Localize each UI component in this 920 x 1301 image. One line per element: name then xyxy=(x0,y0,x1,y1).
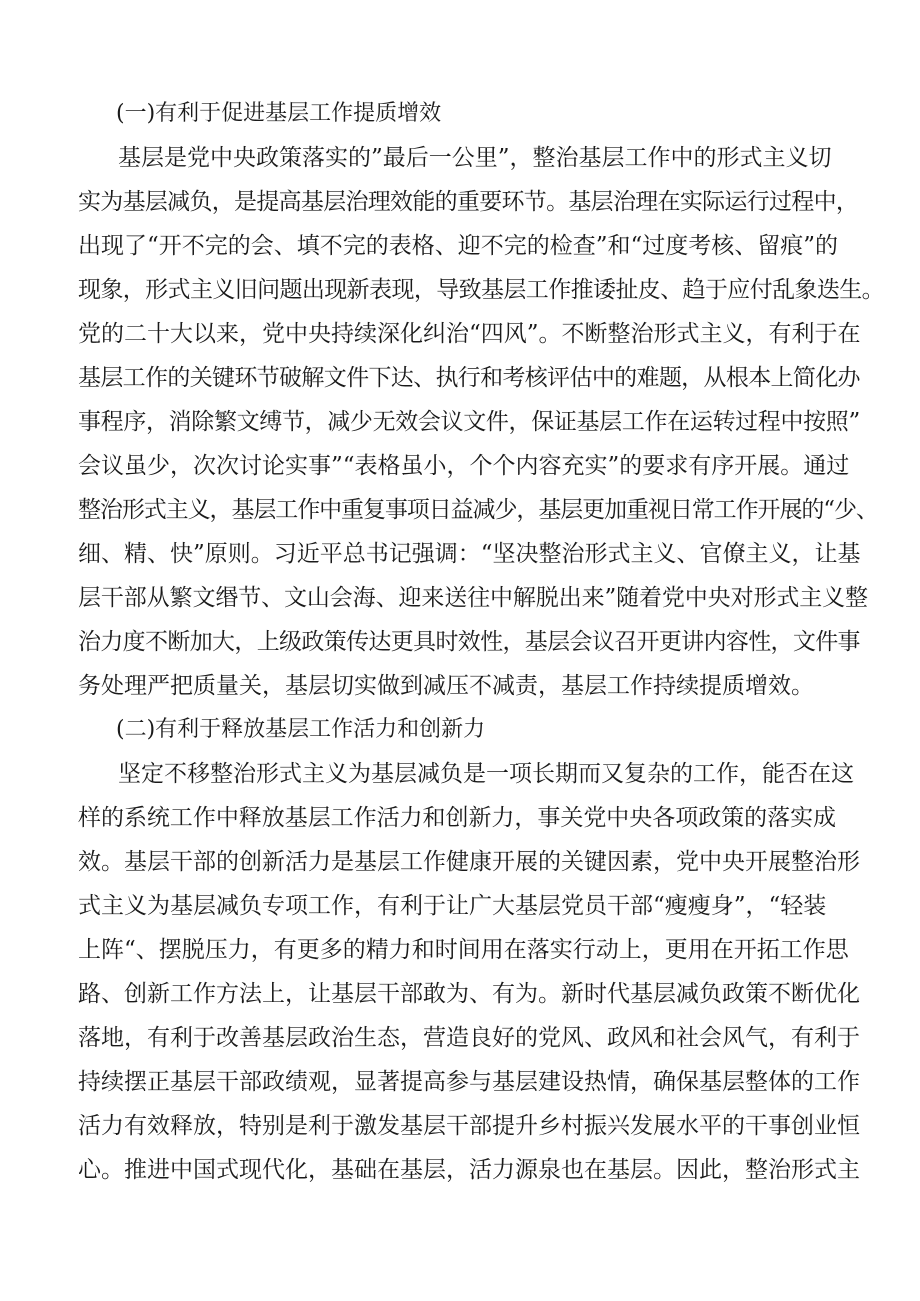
paragraph-line: 式主义为基层减负专项工作，有利于让广大基层党员干部“瘦瘦身”，“轻装 xyxy=(78,893,827,919)
paragraph-line: 坚定不移整治形式主义为基层减负是一项长期而又复杂的工作，能否在这 xyxy=(118,761,854,787)
paragraph-line: 上阵“、摆脱压力，有更多的精力和时间用在落实行动上，更用在开拓工作思 xyxy=(78,937,849,963)
paragraph-line: 党的二十大以来，党中央持续深化纠治“四风”。不断整治形式主义，有利于在 xyxy=(78,321,861,347)
paragraph-line: 效。基层干部的创新活力是基层工作健康开展的关键因素，党中央开展整治形 xyxy=(78,849,860,875)
paragraph-line: 落地，有利于改善基层政治生态，营造良好的党风、政风和社会风气，有利于 xyxy=(78,1025,860,1051)
paragraph-line: 实为基层减负，是提高基层治理效能的重要环节。基层治理在实际运行过程中， xyxy=(78,189,858,215)
section1-heading: (一)有利于促进基层工作提质增效 xyxy=(116,101,442,126)
section2-heading: (二)有利于释放基层工作活力和创新力 xyxy=(116,717,486,742)
paragraph-line: 基层工作的关键环节破解文件下达、执行和考核评估中的难题，从根本上简化办 xyxy=(78,365,860,391)
paragraph-line: 路、创新工作方法上，让基层干部敢为、有为。新时代基层减负政策不断优化 xyxy=(78,981,860,1007)
paragraph-line: 基层是党中央政策落实的”最后一公里”，整治基层工作中的形式主义切 xyxy=(118,145,832,171)
paragraph-line: 整治形式主义，基层工作中重复事项日益减少，基层更加重视日常工作开展的“少、 xyxy=(78,497,878,523)
paragraph-line: 持续摆正基层干部政绩观，显著提高参与基层建设热情，确保基层整体的工作 xyxy=(78,1069,860,1095)
paragraph-line: 心。推进中国式现代化，基础在基层，活力源泉也在基层。因此，整治形式主 xyxy=(78,1157,860,1183)
paragraph-line: 会议虽少，次次讨论实事”“表格虽小，个个内容充实”的要求有序开展。通过 xyxy=(78,453,850,479)
paragraph-line: 样的系统工作中释放基层工作活力和创新力，事关党中央各项政策的落实成 xyxy=(78,805,836,831)
paragraph-line: 出现了“开不完的会、填不完的表格、迎不完的检查”和“过度考核、留痕”的 xyxy=(78,233,839,259)
paragraph-line: 事程序，消除繁文缚节，减少无效会议文件，保证基层工作在运转过程中按照” xyxy=(78,409,860,435)
paragraph-line: 现象，形式主义旧问题出现新表现，导致基层工作推诿扯皮、趋于应付乱象迭生。 xyxy=(78,277,884,303)
paragraph-line: 活力有效释放，特别是利于激发基层干部提升乡村振兴发展水平的干事创业恒 xyxy=(78,1113,860,1139)
paragraph-line: 务处理严把质量关，基层切实做到减压不减责，基层工作持续提质增效。 xyxy=(78,673,814,699)
paragraph-line: 细、精、快”原则。习近平总书记强调：“坚决整治形式主义、官僚主义，让基 xyxy=(78,541,861,567)
paragraph-line: 治力度不断加大，上级政策传达更具时效性，基层会议召开更讲内容性，文件事 xyxy=(78,629,860,655)
paragraph-line: 层干部从繁文缗节、文山会海、迎来送往中解脱出来”随着党中央对形式主义整 xyxy=(78,585,868,611)
